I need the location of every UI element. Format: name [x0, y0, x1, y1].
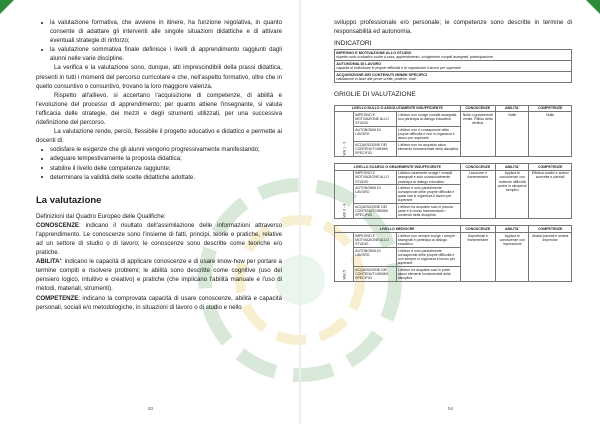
abilita-cell: Nulle — [496, 112, 529, 157]
paragraph: La valutazione rende, perciò, flessibile il progetto educativo e didattico e permette ai docenti di: — [36, 128, 282, 145]
definition-abilita — [36, 257, 282, 293]
table-row — [335, 60, 572, 71]
definition-text: : indicano le capacità di applicare conoscenze e di usare know-how per portare a termine compiti e risolvere problemi; le abilità sono descritte come cognitive (uso del pensiero logico, intuitivo e creativo) e pratiche (che implicano l'abilità manuale e l'uso di metodi, materiali, strumenti). — [36, 258, 282, 293]
paragraph: La verifica e la valutazione sono, dunque, atti imprescindibili della prassi didattica, presenti in tutti i momenti del percorso curricolare e che, nell'aspetto formativo, oltre che in quello consuntivo o consuntivo, trovano la loro maggiore valenza. — [36, 64, 282, 90]
competenze-cell: Effettua analisi e sintesi scorrette e parziali — [529, 170, 572, 219]
description-cell: L'allievo non sempre svolge i compiti assegnati e partecipa al dialogo educativo — [396, 232, 460, 247]
corner-decoration — [0, 0, 14, 14]
abilita-cell: Applica le conoscenze con imprecisioni — [496, 232, 529, 281]
paragraph: Rispetto all'allievo, si accertano l'acquisizione di competenze, di abilità e l'evoluzione del processo di apprendimento; per quanto attiene l'insegnante, si valuta l'efficacia delle strategie, dei mezzi e degli strumenti utilizzati, per una successiva ridefinizione del percorso. — [36, 91, 282, 127]
column-header: ABILITA' — [496, 163, 529, 170]
table-row — [335, 112, 572, 127]
indicator-cell — [335, 71, 572, 82]
criterion-cell: AUTONOMIA DI LAVORO — [353, 247, 396, 266]
right-page-content — [334, 18, 572, 282]
indicator-desc: capacità di individuare le proprie difficoltà e di organizzare il lavoro per superarle — [336, 65, 461, 70]
conoscenze-cell: Nulle o gravemente errate. Rifiuto della verifica. — [460, 112, 496, 157]
conoscenze-cell: Lacunose e frammentarie — [460, 170, 496, 219]
table-row — [335, 50, 572, 61]
criterion-cell: AUTONOMIA DI LAVORO — [353, 185, 396, 204]
level-title: LIVELLO MEDIOCRE — [335, 226, 461, 233]
indicator-cell — [335, 60, 572, 71]
vote-label: Voto 5 — [335, 232, 354, 281]
description-cell: L'allievo raramente svolge i compiti assegnati e solo occasionalmente partecipa al dialogo educativo — [396, 170, 460, 185]
description-cell: L'allievo non è consapevole delle proprie difficoltà e non si organizza il lavoro per superarle — [396, 127, 460, 142]
criterion-cell: IMPEGNO E MOTIVAZIONE ALLO STUDIO — [353, 170, 396, 185]
list-item: determinare la validità delle scelte didattiche adottate. — [36, 173, 282, 182]
column-header: ABILITA' — [496, 105, 529, 112]
vote-label: Voti 1 - 3 — [335, 112, 354, 157]
description-cell: L'allievo ha acquisito solo in piccola parte e in modo frammentario i contenuti della disciplina — [396, 204, 460, 219]
definition-text: : indicano il risultato dell'assimilazione delle informazioni attraverso l'apprendimento. Le conoscenze sono l'insieme di fatti, principi, teorie e pratiche, relative ad un settore di studio o di lavoro; le conoscenze sono descritte come teoriche e/o pratiche. — [36, 221, 282, 257]
description-cell: L'allievo non svolge compiti assegnati, non partecipa al dialogo educativo — [396, 112, 460, 127]
definition-text: : indicano la comprovata capacità di usare conoscenze, abilità e capacità personali, sociali e/o metodologiche, in situazioni di lavoro o di studio e nello — [36, 294, 282, 311]
criterion-cell: ACQUISIZIONE DEI CONTENUTI MINIMI SPECIFICI — [353, 204, 396, 219]
table-row — [335, 71, 572, 82]
definition-conoscenze — [36, 221, 282, 257]
definition-competenze — [36, 294, 282, 312]
evaluation-grid — [334, 225, 572, 281]
indicator-title: IMPEGNO E MOTIVAZIONE ALLO STUDIO — [336, 50, 412, 55]
column-header: ABILITA' — [496, 226, 529, 233]
description-cell: L'allievo è solo parzialmente consapevole delle proprie difficoltà e non sempre si organizza il lavoro per superarle — [396, 247, 460, 266]
table-header-row — [335, 226, 572, 233]
list-item: la valutazione formativa, che avviene in itinere, ha funzione regolativa, in quanto consente di adattare gli interventi alle singole situazioni didattiche e di attivare eventuali strategie di rinforzo; — [36, 18, 282, 45]
right-page — [300, 0, 600, 424]
paragraph: sviluppo professionale e/o personale; le competenze sono descritte in termine di responsabilità ed autonomia. — [334, 19, 572, 36]
table-header-row — [335, 105, 572, 112]
definition-term: COMPETENZE — [36, 294, 79, 302]
evaluation-grid — [334, 163, 572, 219]
left-page-content — [36, 18, 282, 312]
level-title: LIVELLO NULLO O ASSOLUTAMENTE INSUFFICIENTE — [335, 105, 461, 112]
abilita-cell: Applica le conoscenze con notevole difficoltà anche in situazioni semplici — [496, 170, 529, 219]
column-header: CONOSCENZE — [460, 163, 496, 170]
table-row — [335, 170, 572, 185]
indicator-title: ACQUISIZIONE DEI CONTENUTI MINIMI SPECIFICI — [336, 72, 428, 77]
column-header: COMPETENZE — [529, 226, 572, 233]
list-item: sodisfare le esigenze che gli alunni vengono progressivamente manifestando; — [36, 145, 282, 154]
indicators-table — [334, 49, 572, 82]
column-header: COMPETENZE — [529, 163, 572, 170]
description-cell: L'allievo è solo parzialmente consapevole delle proprie difficoltà e quasi mai si organizza il lavoro per superarle — [396, 185, 460, 204]
indicator-desc: rispetto ruolo scolastico svolte a casa, apprendimento, svolgimento compiti assegnati, partecipazione — [336, 55, 493, 60]
list-item: adeguare tempestivamente la proposta didattica; — [36, 154, 282, 163]
evaluation-grid — [334, 105, 572, 157]
level-title: LIVELLO SCARSO O GRAVEMENTE INSUFFICIENTE — [335, 163, 461, 170]
indicator-desc: valutazione in base alle prove scritte, pratiche, orali — [336, 76, 416, 81]
column-header: CONOSCENZE — [460, 105, 496, 112]
list-item: stabilire il livello delle competenze raggiunte; — [36, 164, 282, 173]
description-cell: L'allievo ha acquisito solo in parte alcuni elementi fondamentali della disciplina — [396, 266, 460, 281]
competenze-cell: Nulle — [529, 112, 572, 157]
criterion-cell: ACQUISIZIONE DEI CONTENUTI MINIMI SPECIFICI — [353, 141, 396, 156]
description-cell: L'allievo non ha acquisito alcun elemento fondamentale della disciplina — [396, 141, 460, 156]
section-heading: La valutazione — [36, 194, 102, 206]
criterion-cell: ACQUISIZIONE DEI CONTENUTI MINIMI SPECIFICI — [353, 266, 396, 281]
column-header: CONOSCENZE — [460, 226, 496, 233]
corner-decoration — [586, 0, 600, 14]
definition-term: CONOSCENZE — [36, 221, 79, 229]
page-number: 54 — [448, 406, 454, 411]
page-number: 53 — [148, 406, 154, 411]
indicator-cell — [335, 50, 572, 61]
criterion-cell: IMPEGNO E MOTIVAZIONE ALLO STUDIO — [353, 112, 396, 127]
criterion-cell: AUTONOMIA DI LAVORO — [353, 127, 396, 142]
conoscenze-cell: Superficiali e frammentarie — [460, 232, 496, 281]
indicators-heading: INDICATORI — [334, 40, 372, 48]
criterion-cell: IMPEGNO E MOTIVAZIONE ALLO STUDIO — [353, 232, 396, 247]
column-header: COMPETENZE — [529, 105, 572, 112]
definitions-intro: Definizioni dal Quadro Europeo delle Qualifiche: — [36, 212, 166, 220]
list-item: la valutazione sommativa finale definisce i livelli di apprendimento raggiunti dagli alunni nelle varie discipline. — [36, 45, 282, 63]
grids-heading: GRIGLIE DI VALUTAZIONE — [334, 90, 416, 98]
indicator-title: AUTONOMIA DI LAVORO — [336, 61, 382, 66]
table-row — [335, 232, 572, 247]
competenze-cell: Analisi parziali e sintesi imprecise — [529, 232, 572, 281]
vote-label: Voti 3 - 4 — [335, 170, 354, 219]
definition-term: ABILITA' — [36, 258, 62, 266]
table-header-row — [335, 163, 572, 170]
